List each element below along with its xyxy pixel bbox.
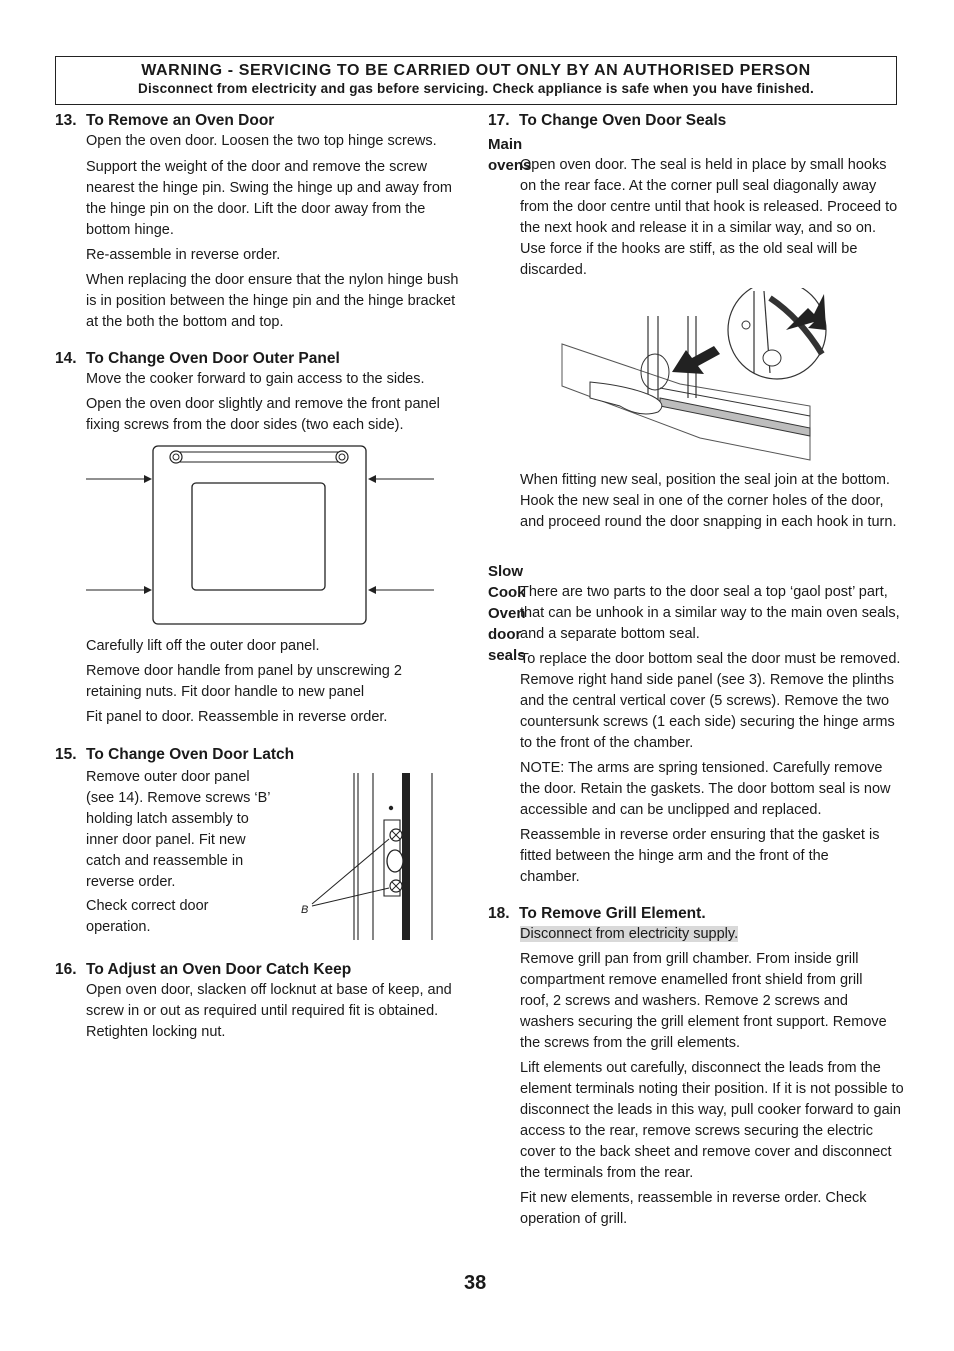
s17-p1: Open oven door. The seal is held in place by small hooks on the rear face. At the corner pull seal diagonally away from the door centre until that hook is released. Proceed to the next hook and release it in a similar way, and so on. Use force if the hooks are stiff, as the old seal will be discarded. <box>520 157 898 278</box>
screw-label-b: B <box>301 904 309 916</box>
section-title: To Remove an Oven Door <box>86 112 275 129</box>
s13-p4: When replacing the door ensure that the nylon hinge bush is in position between the hinge pin and the hinge bracket at the both the bottom and top. <box>86 272 459 330</box>
s18-p2: Remove grill pan from grill chamber. From inside grill compartment remove enamelled front shield from grill roof, 2 screws and washers. Remove 2 screws and washers securing the grill element front support. Remove the screws from the grill elements. <box>520 951 887 1051</box>
door-window <box>192 483 325 590</box>
s13-p1: Open the oven door. Loosen the two top hinge screws. <box>86 133 437 149</box>
s17-p6: Reassemble in reverse order ensuring that the gasket is fitted between the hinge arm and the front of the chamber. <box>520 827 880 885</box>
s18-p3: Lift elements out carefully, disconnect the leads from the element terminals noting their position. If it is not possible to disconnect the leads in this way, pull cooker forward to gain access to the rear, remove screws securing the electric cover to the back sheet and remove cover and disconnect the terminals from the rear. <box>520 1060 904 1181</box>
section-number: 14. <box>55 350 77 367</box>
warning-title: WARNING - SERVICING TO BE CARRIED OUT ONLY BY AN AUTHORISED PERSON <box>141 62 811 79</box>
s13-p2: Support the weight of the door and remove the screw nearest the hinge pin. Swing the hinge up and away from the hinge pin on the door. Lift the door away from the bottom hinge. <box>86 159 452 238</box>
warning-box <box>55 56 897 105</box>
s14-p4: Remove door handle from panel by unscrewing 2 retaining nuts. Fit door handle to new panel <box>86 663 402 700</box>
s17-p4: To replace the door bottom seal the door must be removed. Remove right hand side panel (see 3). Remove the plinths and the central vertical cover (5 screws). Remove the two countersunk screws (1 each side) securing the hinge arms to the front of the chamber. <box>520 651 901 751</box>
section-title: To Change Oven Door Seals <box>519 112 727 129</box>
door-panel-diagram <box>84 443 440 629</box>
s15-p2: Check correct door operation. <box>86 898 209 935</box>
section-number: 13. <box>55 112 77 129</box>
s17-p2: When fitting new seal, position the seal join at the bottom. Hook the new seal in one of the corner holes of the door, and proceed round the door snapping in each hook in turn. <box>520 472 897 530</box>
highlighted-text: Disconnect from electricity supply. <box>520 926 739 942</box>
warning-subtitle: Disconnect from electricity and gas before servicing. Check appliance is safe when you have finished. <box>138 81 814 96</box>
s17-p3: There are two parts to the door seal a top ‘gaol post’ part, that can be unhook in a similar way to the main oven seals, and a separate bottom seal. <box>520 584 900 642</box>
s18-p4: Fit new elements, reassemble in reverse order. Check operation of grill. <box>520 1190 867 1227</box>
s13-p3: Re-assemble in reverse order. <box>86 247 281 263</box>
s14-p1: Move the cooker forward to gain access to the sides. <box>86 371 425 387</box>
s14-p3: Carefully lift off the outer door panel. <box>86 638 320 654</box>
s17-p5: NOTE: The arms are spring tensioned. Carefully remove the door. Retain the gaskets. The door bottom seal is now accessible and can be unclipped and replaced. <box>520 760 891 818</box>
section-number: 15. <box>55 746 77 763</box>
handle-screw-icon <box>170 451 182 463</box>
s16-p1: Open oven door, slacken off locknut at base of keep, and screw in or out as required until required fit is obtained. Retighten locking nut. <box>86 982 452 1040</box>
section-number: 18. <box>488 905 510 922</box>
section-title: To Adjust an Oven Door Catch Keep <box>86 961 352 978</box>
s18-p1 <box>520 924 900 945</box>
s14-p5: Fit panel to door. Reassemble in reverse order. <box>86 709 388 725</box>
section-title: To Remove Grill Element. <box>519 905 706 922</box>
section-title: To Change Oven Door Outer Panel <box>86 350 340 367</box>
section-title: To Change Oven Door Latch <box>86 746 295 763</box>
page-number: 38 <box>464 1272 487 1294</box>
door-latch-diagram <box>298 770 438 942</box>
handle-screw-icon <box>336 451 348 463</box>
section-number: 17. <box>488 112 510 129</box>
main-ovens-subheading: Main ovens <box>488 136 532 174</box>
slow-cook-subheading: Slow Cook Oven door seals <box>488 563 526 664</box>
s15-p1: Remove outer door panel (see 14). Remove screws ‘B’ holding latch assembly to inner door panel. Fit new catch and reassemble in reverse order. <box>86 769 270 890</box>
door-seal-diagram <box>560 288 830 462</box>
s14-p2: Open the oven door slightly and remove the front panel fixing screws from the door sides (two each side). <box>86 396 440 433</box>
section-number: 16. <box>55 961 77 978</box>
